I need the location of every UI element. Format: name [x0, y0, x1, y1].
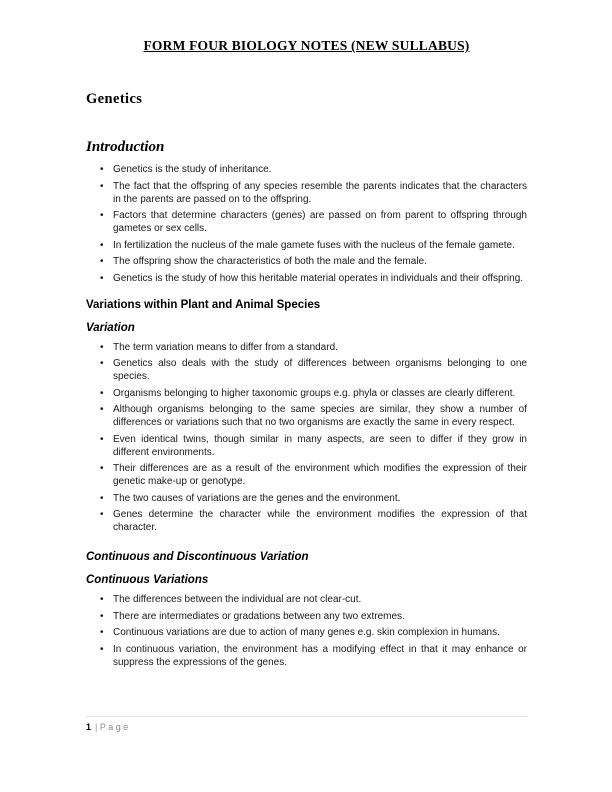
- heading-continuous-variations: Continuous Variations: [86, 574, 209, 586]
- bullet-item: • In continuous variation, the environment has a modifying effect in that it may enhance or suppress the expressions of the genes.: [86, 643, 527, 669]
- document-title: [86, 38, 527, 54]
- heading-continuous-discontinuous-variation: Continuous and Discontinuous Variation: [86, 551, 309, 563]
- bullet-item: • Organisms belonging to higher taxonomic groups e.g. phyla or classes are clearly different.: [86, 387, 527, 400]
- bullet-item: • The fact that the offspring of any species resemble the parents indicates that the characters in the parents are passed on to the offspring.: [86, 180, 527, 206]
- bullet-item: • The two causes of variations are the genes and the environment.: [86, 492, 527, 505]
- bullet-item: • Genetics is the study of inheritance.: [86, 163, 527, 176]
- introduction-bullet-list: [86, 163, 527, 285]
- page-number: 1: [86, 722, 92, 732]
- heading-genetics: Genetics: [86, 91, 143, 107]
- heading-introduction: Introduction: [86, 139, 165, 155]
- bullet-item: • The term variation means to differ from a standard.: [86, 341, 527, 354]
- page-footer: [86, 716, 527, 732]
- bullet-item: • Even identical twins, though similar in many aspects, are seen to differ if they grow in different environments.: [86, 433, 527, 459]
- bullet-item: • In fertilization the nucleus of the male gamete fuses with the nucleus of the female gamete.: [86, 239, 527, 252]
- bullet-item: • Genes determine the character while the environment modifies the expression of that character.: [86, 508, 527, 534]
- bullet-item: • Factors that determine characters (genes) are passed on from parent to offspring through gametes or sex cells.: [86, 209, 527, 235]
- bullet-item: • Although organisms belonging to the same species are similar, they show a number of differences or variations such that no two organisms are exactly the same in every respect.: [86, 403, 527, 429]
- bullet-item: • Genetics is the study of how this heritable material operates in individuals and their offspring.: [86, 272, 527, 285]
- bullet-item: • Genetics also deals with the study of differences between organisms belonging to one species.: [86, 357, 527, 383]
- heading-variation: Variation: [86, 321, 135, 334]
- page-label: | P a g e: [95, 722, 129, 732]
- bullet-item: • Continuous variations are due to action of many genes e.g. skin complexion in humans.: [86, 626, 527, 639]
- heading-variations-within-species: Variations within Plant and Animal Species: [86, 298, 321, 311]
- continuous-variations-bullet-list: [86, 593, 527, 669]
- bullet-item: • There are intermediates or gradations between any two extremes.: [86, 610, 527, 623]
- document-title-text: FORM FOUR BIOLOGY NOTES (NEW SULLABUS): [143, 38, 470, 53]
- bullet-item: • Their differences are as a result of the environment which modifies the expression of their genetic make-up or genotype.: [86, 462, 527, 488]
- bullet-item: • The offspring show the characteristics of both the male and the female.: [86, 255, 527, 268]
- bullet-item: • The differences between the individual are not clear-cut.: [86, 593, 527, 606]
- variation-bullet-list: [86, 341, 527, 535]
